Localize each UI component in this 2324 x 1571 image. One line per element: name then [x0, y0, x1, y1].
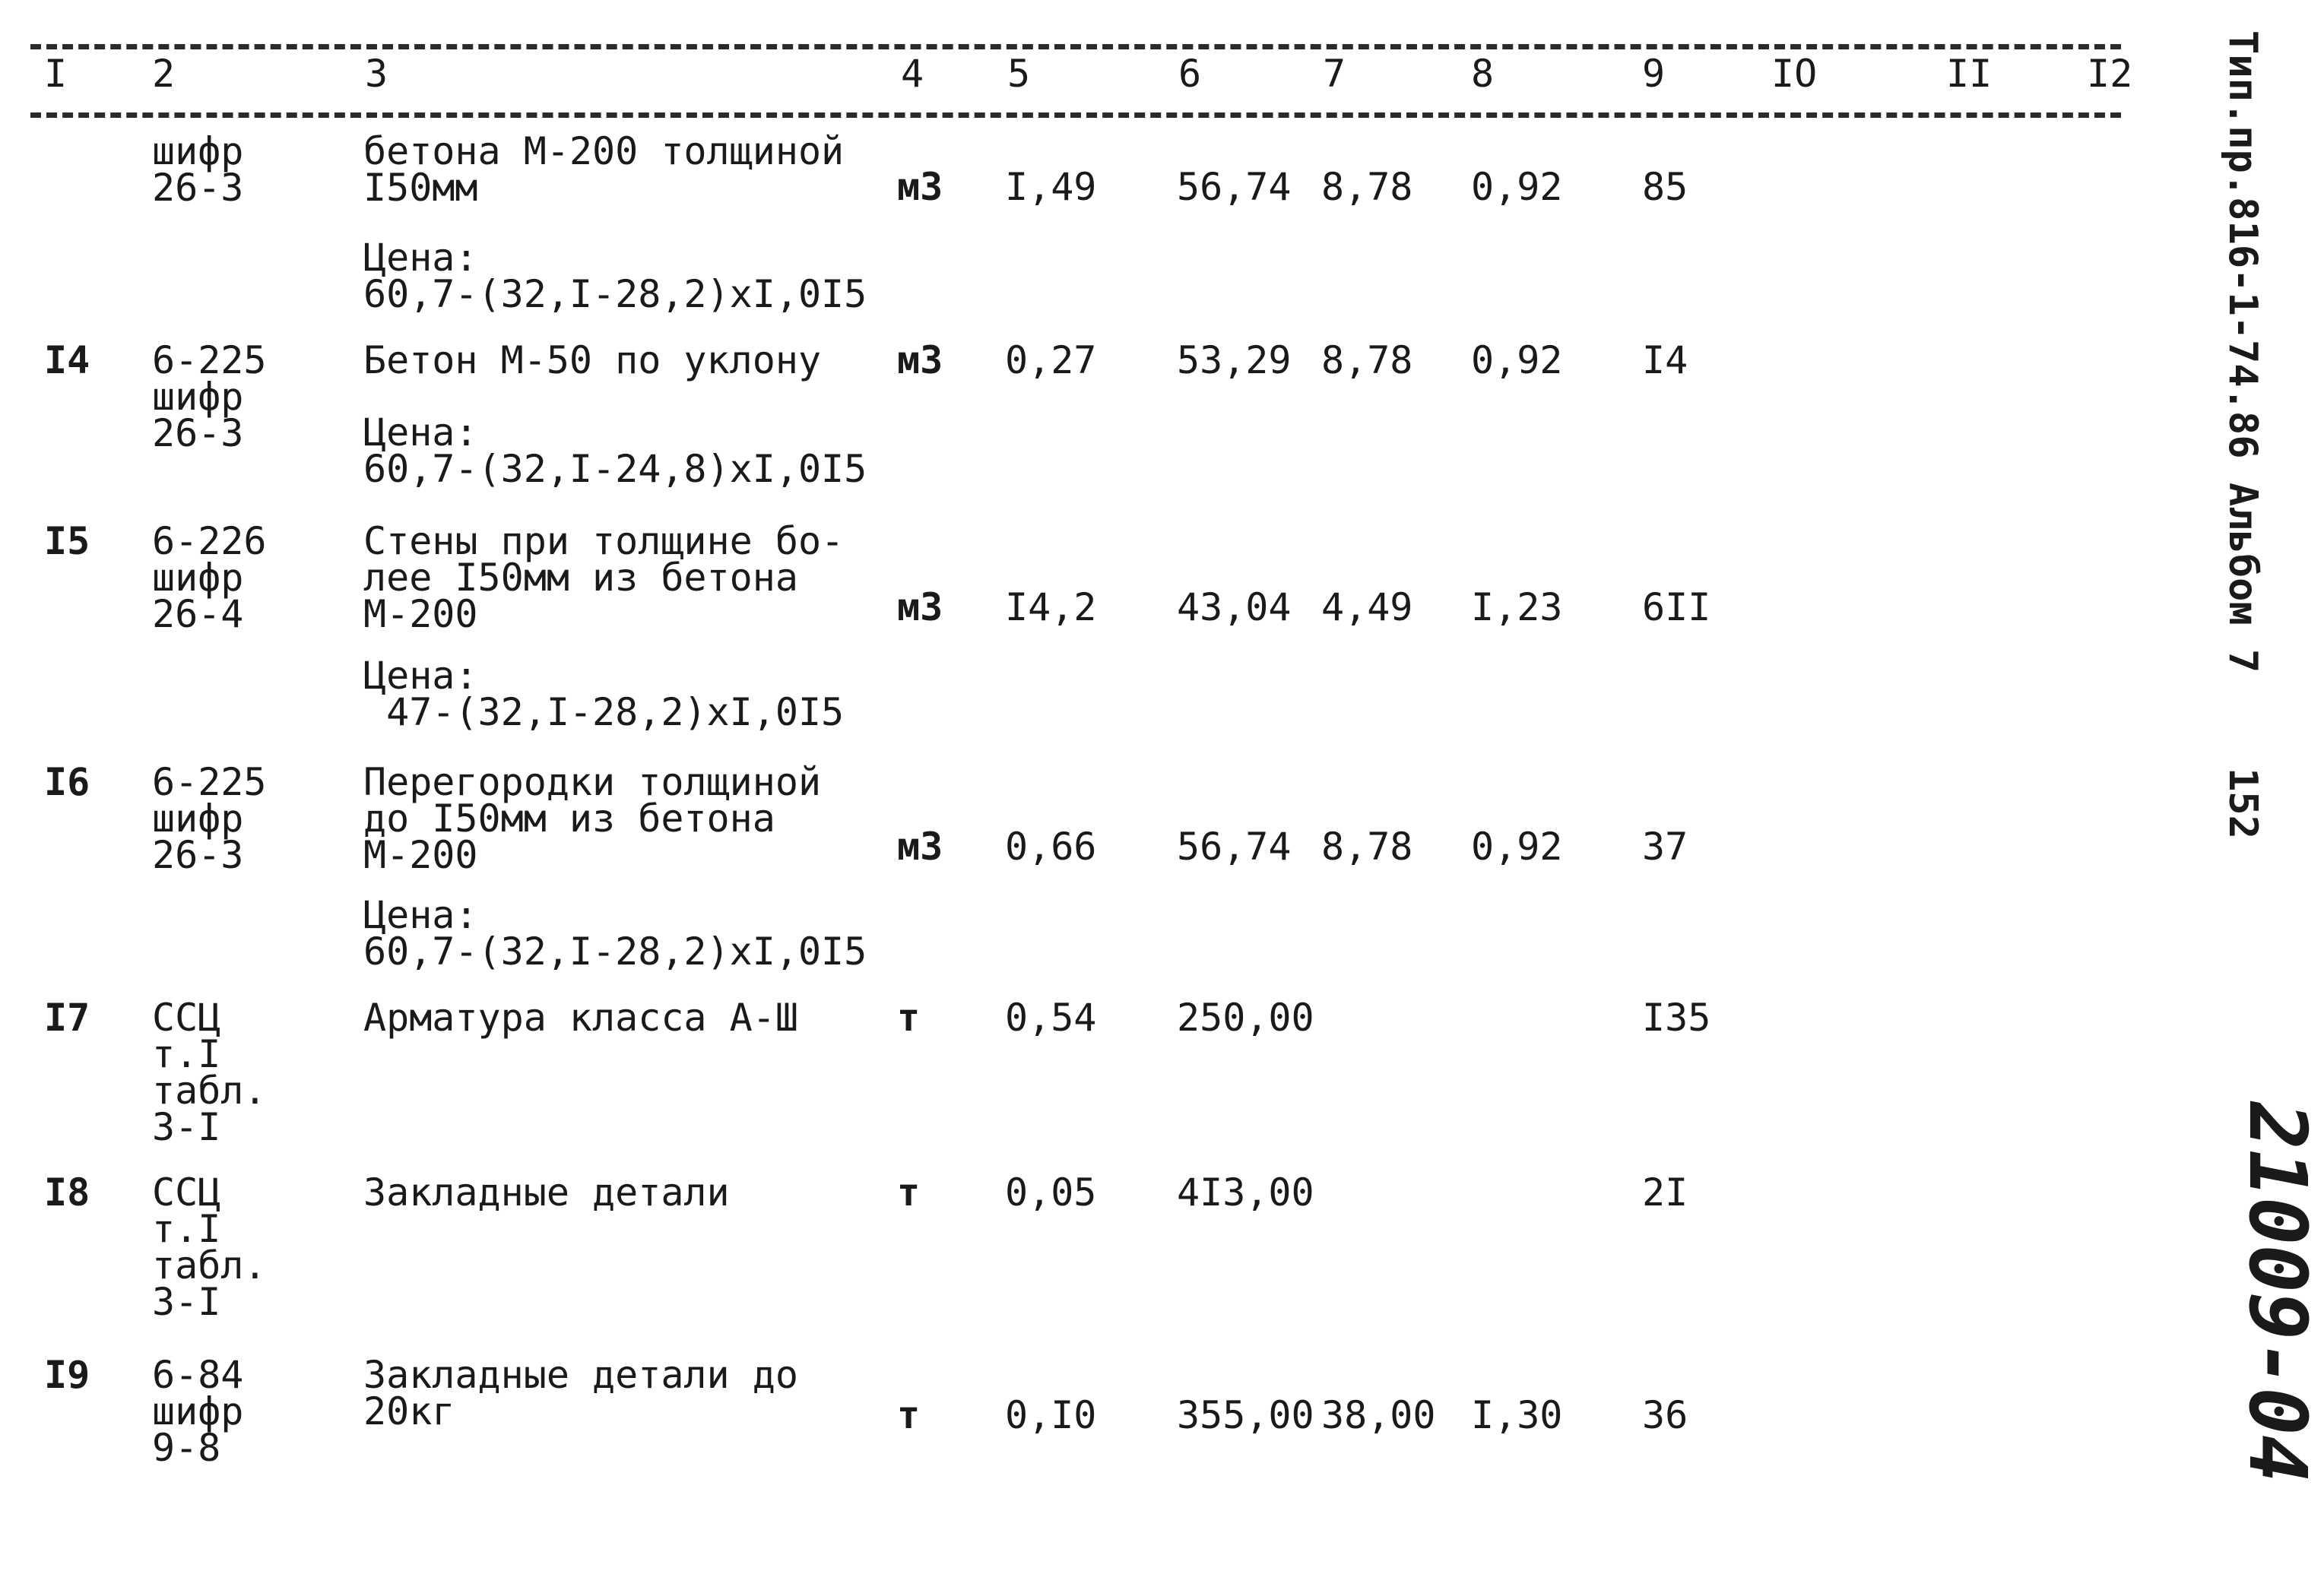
price-formula: Цена: — [363, 410, 478, 455]
code-cell: 6-225 — [152, 338, 267, 382]
value-cell-c5: 0,27 — [1005, 338, 1097, 382]
value-cell-c8: 0,92 — [1471, 825, 1563, 869]
code-cell: 3-I — [152, 1105, 221, 1149]
row-number: I7 — [44, 996, 90, 1040]
column-header-6: 6 — [1178, 52, 1202, 96]
value-cell-c5: I4,2 — [1005, 585, 1097, 629]
column-header-4: 4 — [901, 52, 924, 96]
value-cell-c9: 6II — [1642, 585, 1711, 629]
description-cell: М-200 — [363, 592, 478, 636]
price-formula: 60,7-(32,I-24,8)xI,0I5 — [363, 447, 867, 491]
code-cell: 26-3 — [152, 833, 244, 877]
column-header-12: I2 — [2087, 52, 2133, 96]
code-cell: шифр — [152, 556, 244, 600]
value-cell-c9: 37 — [1642, 825, 1688, 869]
value-cell-c8: I,30 — [1471, 1393, 1563, 1437]
price-formula: 60,7-(32,I-28,2)xI,0I5 — [363, 272, 867, 316]
unit-cell: м3 — [897, 165, 943, 209]
code-cell: табл. — [152, 1243, 267, 1288]
row-number: I8 — [44, 1170, 90, 1215]
value-cell-c6: 4I3,00 — [1177, 1170, 1314, 1215]
price-formula: 47-(32,I-28,2)xI,0I5 — [363, 690, 845, 734]
margin-title: Тип.пр.816-1-74.86 Альбом 7 — [2220, 30, 2265, 673]
code-cell: шифр — [152, 797, 244, 841]
row-number: I5 — [44, 519, 90, 563]
code-cell: 6-225 — [152, 760, 267, 804]
description-cell: Бетон М-50 по уклону — [363, 338, 822, 382]
value-cell-c9: I35 — [1642, 996, 1711, 1040]
value-cell-c5: 0,54 — [1005, 996, 1097, 1040]
unit-cell: м3 — [897, 825, 943, 869]
code-cell: 6-84 — [152, 1353, 244, 1397]
description-cell: лее I50мм из бетона — [363, 556, 798, 600]
column-header-3: 3 — [365, 52, 388, 96]
value-cell-c6: 56,74 — [1177, 825, 1292, 869]
column-header-8: 8 — [1471, 52, 1495, 96]
value-cell-c5: 0,66 — [1005, 825, 1097, 869]
description-cell: I50мм — [363, 166, 478, 210]
value-cell-c6: 355,00 — [1177, 1393, 1314, 1437]
code-cell: шифр — [152, 375, 244, 419]
value-cell-c7: 8,78 — [1321, 338, 1413, 382]
description-cell: Закладные детали до — [363, 1353, 798, 1397]
column-header-11: II — [1946, 52, 1993, 96]
description-cell: 20кг — [363, 1389, 455, 1433]
code-cell: табл. — [152, 1069, 267, 1113]
value-cell-c7: 8,78 — [1321, 165, 1413, 209]
value-cell-c5: I,49 — [1005, 165, 1097, 209]
unit-cell: т — [897, 996, 921, 1040]
code-cell: 26-4 — [152, 592, 244, 636]
code-cell: шифр — [152, 129, 244, 173]
value-cell-c9: 85 — [1642, 165, 1688, 209]
code-cell: 26-3 — [152, 411, 244, 455]
value-cell-c8: 0,92 — [1471, 165, 1563, 209]
unit-cell: т — [897, 1393, 921, 1437]
value-cell-c9: 2I — [1642, 1170, 1688, 1215]
unit-cell: м3 — [897, 338, 943, 382]
description-cell: Закладные детали — [363, 1170, 730, 1215]
description-cell: Арматура класса А-Ш — [363, 996, 798, 1040]
column-header-5: 5 — [1007, 52, 1031, 96]
value-cell-c8: I,23 — [1471, 585, 1563, 629]
value-cell-c6: 56,74 — [1177, 165, 1292, 209]
price-formula: Цена: — [363, 236, 478, 280]
value-cell-c6: 53,29 — [1177, 338, 1292, 382]
column-header-7: 7 — [1323, 52, 1346, 96]
row-number: I9 — [44, 1353, 90, 1397]
value-cell-c6: 43,04 — [1177, 585, 1292, 629]
value-cell-c7: 38,00 — [1321, 1393, 1436, 1437]
row-number: I6 — [44, 760, 90, 804]
unit-cell: т — [897, 1170, 921, 1215]
column-header-9: 9 — [1642, 52, 1666, 96]
code-cell: 9-8 — [152, 1426, 221, 1470]
price-formula: Цена: — [363, 893, 478, 937]
header-top-rule — [30, 44, 2121, 49]
header-bottom-rule — [30, 112, 2121, 118]
handwritten-stamp: 21009-04 — [2231, 1102, 2324, 1483]
description-cell: Стены при толщине бо- — [363, 519, 845, 563]
value-cell-c5: 0,05 — [1005, 1170, 1097, 1215]
code-cell: ССЦ — [152, 996, 221, 1040]
value-cell-c9: I4 — [1642, 338, 1688, 382]
price-formula: 60,7-(32,I-28,2)xI,0I5 — [363, 930, 867, 974]
page-number: 152 — [2220, 768, 2265, 839]
description-cell: М-200 — [363, 833, 478, 877]
row-number: I4 — [44, 338, 90, 382]
column-header-10: IO — [1771, 52, 1818, 96]
unit-cell: м3 — [897, 585, 943, 629]
price-formula: Цена: — [363, 654, 478, 698]
column-header-1: I — [44, 52, 68, 96]
code-cell: т.I — [152, 1207, 221, 1251]
value-cell-c7: 4,49 — [1321, 585, 1413, 629]
code-cell: ССЦ — [152, 1170, 221, 1215]
code-cell: 6-226 — [152, 519, 267, 563]
value-cell-c6: 250,00 — [1177, 996, 1314, 1040]
value-cell-c7: 8,78 — [1321, 825, 1413, 869]
value-cell-c9: 36 — [1642, 1393, 1688, 1437]
description-cell: Перегородки толщиной — [363, 760, 822, 804]
value-cell-c8: 0,92 — [1471, 338, 1563, 382]
code-cell: т.I — [152, 1032, 221, 1076]
column-header-2: 2 — [152, 52, 176, 96]
description-cell: до I50мм из бетона — [363, 797, 775, 841]
code-cell: 26-3 — [152, 166, 244, 210]
code-cell: шифр — [152, 1389, 244, 1433]
value-cell-c5: 0,I0 — [1005, 1393, 1097, 1437]
description-cell: бетона М-200 толщиной — [363, 129, 845, 173]
code-cell: 3-I — [152, 1280, 221, 1324]
